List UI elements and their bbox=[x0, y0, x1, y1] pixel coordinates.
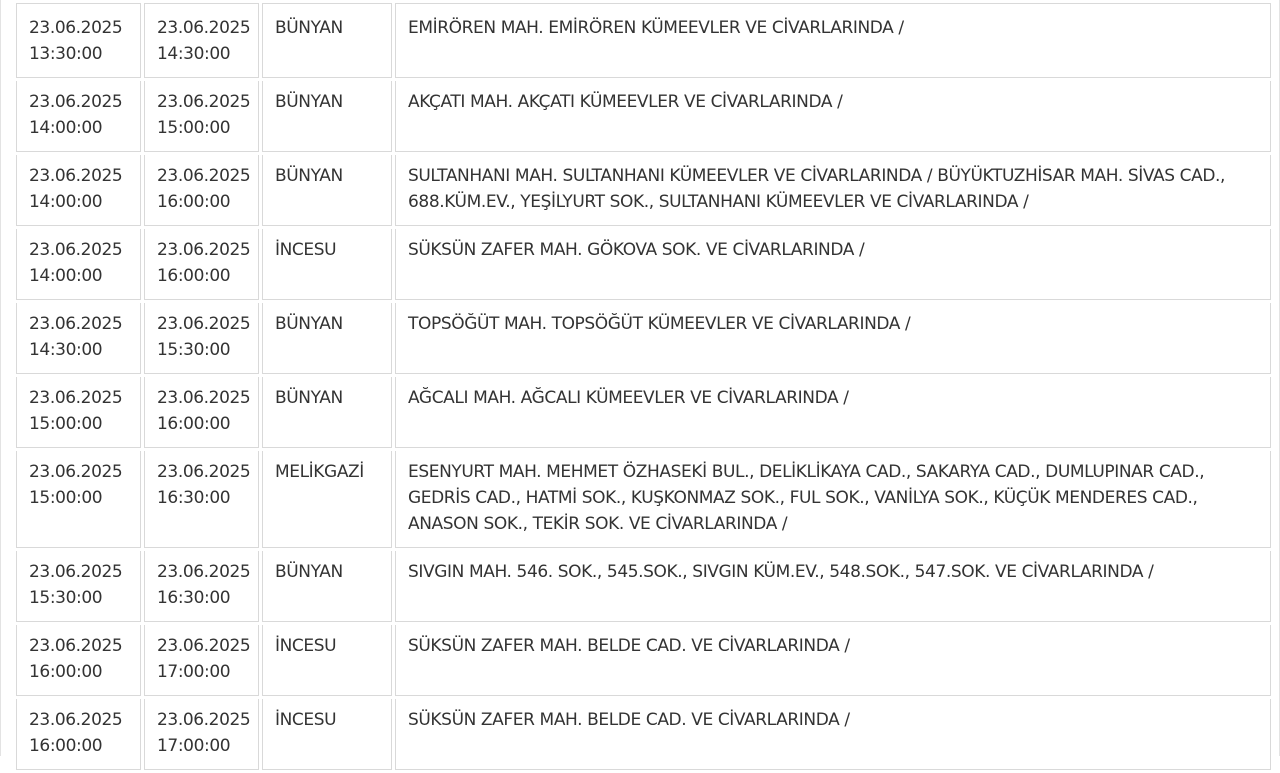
start-time: 15:30:00 bbox=[29, 588, 103, 608]
end-cell bbox=[144, 377, 259, 448]
table-row bbox=[16, 699, 1271, 770]
address-text: SÜKSÜN ZAFER MAH. BELDE CAD. VE CİVARLARINDA / bbox=[408, 636, 850, 656]
end-date: 23.06.2025 bbox=[157, 314, 251, 334]
end-cell bbox=[144, 81, 259, 152]
end-time: 17:00:00 bbox=[157, 662, 231, 682]
district-cell bbox=[262, 81, 392, 152]
address-text: SÜKSÜN ZAFER MAH. GÖKOVA SOK. VE CİVARLARINDA / bbox=[408, 240, 865, 260]
table-row bbox=[16, 303, 1271, 374]
table-row bbox=[16, 229, 1271, 300]
address-cell bbox=[395, 377, 1271, 448]
start-date: 23.06.2025 bbox=[29, 92, 123, 112]
start-date: 23.06.2025 bbox=[29, 710, 123, 730]
table-row bbox=[16, 625, 1271, 696]
start-cell bbox=[16, 303, 141, 374]
start-time: 14:30:00 bbox=[29, 340, 103, 360]
district-name: İNCESU bbox=[275, 240, 337, 260]
end-date: 23.06.2025 bbox=[157, 92, 251, 112]
address-cell bbox=[395, 81, 1271, 152]
start-cell bbox=[16, 81, 141, 152]
end-date: 23.06.2025 bbox=[157, 710, 251, 730]
start-cell bbox=[16, 229, 141, 300]
start-date: 23.06.2025 bbox=[29, 562, 123, 582]
district-cell bbox=[262, 551, 392, 622]
address-text: TOPSÖĞÜT MAH. TOPSÖĞÜT KÜMEEVLER VE CİVARLARINDA / bbox=[408, 314, 911, 334]
end-date: 23.06.2025 bbox=[157, 166, 251, 186]
district-name: BÜNYAN bbox=[275, 562, 343, 582]
end-date: 23.06.2025 bbox=[157, 18, 251, 38]
end-cell bbox=[144, 551, 259, 622]
address-cell bbox=[395, 3, 1271, 78]
district-cell bbox=[262, 155, 392, 226]
end-cell bbox=[144, 625, 259, 696]
start-cell bbox=[16, 451, 141, 548]
end-cell bbox=[144, 303, 259, 374]
district-cell bbox=[262, 303, 392, 374]
start-cell bbox=[16, 625, 141, 696]
address-text: AĞCALI MAH. AĞCALI KÜMEEVLER VE CİVARLARINDA / bbox=[408, 388, 849, 408]
district-cell bbox=[262, 229, 392, 300]
end-time: 14:30:00 bbox=[157, 44, 231, 64]
start-time: 16:00:00 bbox=[29, 736, 103, 756]
end-time: 17:00:00 bbox=[157, 736, 231, 756]
start-date: 23.06.2025 bbox=[29, 314, 123, 334]
address-cell bbox=[395, 625, 1271, 696]
district-name: MELİKGAZİ bbox=[275, 462, 364, 482]
district-name: İNCESU bbox=[275, 710, 337, 730]
district-name: BÜNYAN bbox=[275, 92, 343, 112]
end-cell bbox=[144, 3, 259, 78]
end-cell bbox=[144, 699, 259, 770]
address-cell bbox=[395, 303, 1271, 374]
end-time: 16:00:00 bbox=[157, 266, 231, 286]
start-date: 23.06.2025 bbox=[29, 240, 123, 260]
end-cell bbox=[144, 451, 259, 548]
district-cell bbox=[262, 625, 392, 696]
start-time: 15:00:00 bbox=[29, 414, 103, 434]
end-cell bbox=[144, 229, 259, 300]
address-cell bbox=[395, 451, 1271, 548]
end-time: 15:30:00 bbox=[157, 340, 231, 360]
start-time: 15:00:00 bbox=[29, 488, 103, 508]
end-time: 16:30:00 bbox=[157, 588, 231, 608]
address-cell bbox=[395, 699, 1271, 770]
end-time: 16:00:00 bbox=[157, 192, 231, 212]
start-date: 23.06.2025 bbox=[29, 462, 123, 482]
start-time: 13:30:00 bbox=[29, 44, 103, 64]
table-row bbox=[16, 451, 1271, 548]
end-cell bbox=[144, 155, 259, 226]
end-date: 23.06.2025 bbox=[157, 462, 251, 482]
district-cell bbox=[262, 699, 392, 770]
start-time: 14:00:00 bbox=[29, 266, 103, 286]
district-name: BÜNYAN bbox=[275, 388, 343, 408]
district-cell bbox=[262, 377, 392, 448]
table-row bbox=[16, 155, 1271, 226]
district-name: İNCESU bbox=[275, 636, 337, 656]
start-cell bbox=[16, 3, 141, 78]
table-row bbox=[16, 3, 1271, 78]
start-time: 16:00:00 bbox=[29, 662, 103, 682]
table-row bbox=[16, 81, 1271, 152]
district-cell bbox=[262, 451, 392, 548]
address-cell bbox=[395, 229, 1271, 300]
address-text: SULTANHANI MAH. SULTANHANI KÜMEEVLER VE CİVARLARINDA / BÜYÜKTUZHİSAR MAH. SİVAS CAD., 688.KÜM.EV., YEŞİLYURT SOK., SULTANHANI KÜMEEVLER VE CİVARLARINDA / bbox=[408, 166, 1226, 212]
table-row bbox=[16, 551, 1271, 622]
start-cell bbox=[16, 377, 141, 448]
start-cell bbox=[16, 699, 141, 770]
district-name: BÜNYAN bbox=[275, 18, 343, 38]
table-row bbox=[16, 377, 1271, 448]
district-name: BÜNYAN bbox=[275, 314, 343, 334]
start-date: 23.06.2025 bbox=[29, 636, 123, 656]
start-cell bbox=[16, 551, 141, 622]
address-cell bbox=[395, 551, 1271, 622]
end-time: 16:30:00 bbox=[157, 488, 231, 508]
start-date: 23.06.2025 bbox=[29, 388, 123, 408]
start-date: 23.06.2025 bbox=[29, 18, 123, 38]
outage-table bbox=[13, 0, 1274, 773]
end-date: 23.06.2025 bbox=[157, 388, 251, 408]
start-time: 14:00:00 bbox=[29, 192, 103, 212]
outage-table-body bbox=[16, 3, 1271, 770]
address-text: ESENYURT MAH. MEHMET ÖZHASEKİ BUL., DELİKLİKAYA CAD., SAKARYA CAD., DUMLUPINAR CAD., GEDRİS CAD., HATMİ SOK., KUŞKONMAZ SOK., FUL SOK., VANİLYA SOK., KÜÇÜK MENDERES CAD., ANASON SOK., TEKİR SOK. VE CİVARLARINDA / bbox=[408, 462, 1205, 534]
end-time: 16:00:00 bbox=[157, 414, 231, 434]
end-time: 15:00:00 bbox=[157, 118, 231, 138]
start-date: 23.06.2025 bbox=[29, 166, 123, 186]
address-text: SÜKSÜN ZAFER MAH. BELDE CAD. VE CİVARLARINDA / bbox=[408, 710, 850, 730]
end-date: 23.06.2025 bbox=[157, 562, 251, 582]
address-text: AKÇATI MAH. AKÇATI KÜMEEVLER VE CİVARLARINDA / bbox=[408, 92, 843, 112]
address-text: SIVGIN MAH. 546. SOK., 545.SOK., SIVGIN KÜM.EV., 548.SOK., 547.SOK. VE CİVARLARINDA / bbox=[408, 562, 1154, 582]
start-cell bbox=[16, 155, 141, 226]
address-cell bbox=[395, 155, 1271, 226]
district-name: BÜNYAN bbox=[275, 166, 343, 186]
end-date: 23.06.2025 bbox=[157, 636, 251, 656]
start-time: 14:00:00 bbox=[29, 118, 103, 138]
end-date: 23.06.2025 bbox=[157, 240, 251, 260]
district-cell bbox=[262, 3, 392, 78]
address-text: EMİRÖREN MAH. EMİRÖREN KÜMEEVLER VE CİVARLARINDA / bbox=[408, 18, 904, 38]
